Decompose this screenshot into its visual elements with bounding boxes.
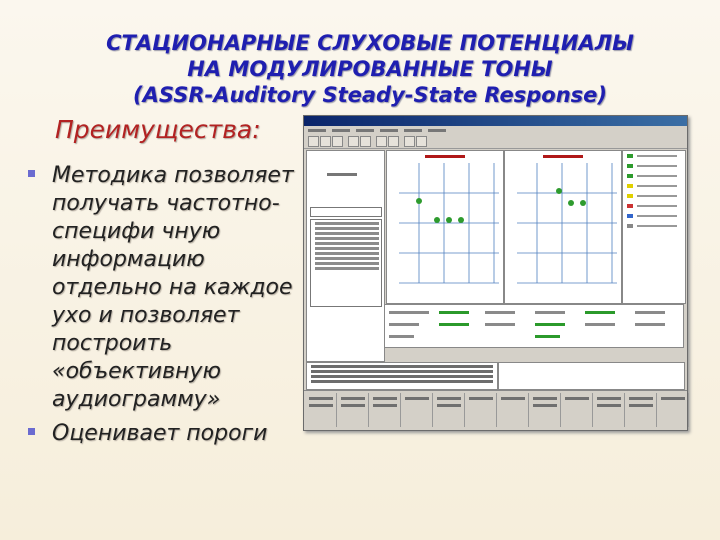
toolbar-button <box>332 136 343 147</box>
slide-title <box>40 30 700 108</box>
left-ear-graph-title <box>505 154 621 160</box>
toolbar-button <box>320 136 331 147</box>
right-ear-plot <box>399 163 499 291</box>
toolbar-button <box>404 136 415 147</box>
threshold-marker <box>568 200 574 206</box>
left-ear-graph <box>504 150 622 304</box>
threshold-marker <box>580 200 586 206</box>
title-line-3: (ASSR-Auditory Steady-State Response) <box>132 83 608 107</box>
protocol-select <box>310 207 382 217</box>
right-ear-graph-title <box>387 154 503 160</box>
toolbar-button <box>360 136 371 147</box>
record-list <box>310 219 382 307</box>
advantages-list <box>10 162 300 454</box>
threshold-marker <box>434 217 440 223</box>
left-ear-plot <box>517 163 617 291</box>
log-panel <box>306 362 498 390</box>
toolbar-button <box>416 136 427 147</box>
results-table <box>384 304 684 348</box>
bullet-marker-icon <box>28 428 35 435</box>
right-ear-graph <box>386 150 504 304</box>
bullet-text: Оценивает пороги <box>52 421 268 446</box>
patient-pane <box>306 150 385 362</box>
app-toolbar <box>304 134 687 149</box>
toolbar-button <box>376 136 387 147</box>
status-grid <box>304 390 687 430</box>
toolbar-button <box>308 136 319 147</box>
app-titlebar <box>304 116 687 126</box>
bullet-item <box>10 420 300 448</box>
toolbar-button <box>388 136 399 147</box>
advantages-heading: Преимущества: <box>55 115 261 144</box>
bullet-item <box>10 162 300 414</box>
toolbar-button <box>348 136 359 147</box>
bullet-marker-icon <box>28 170 35 177</box>
title-line-1: СТАЦИОНАРНЫЕ СЛУХОВЫЕ ПОТЕНЦИАЛЫ <box>106 31 634 55</box>
threshold-marker <box>416 198 422 204</box>
title-line-2: НА МОДУЛИРОВАННЫЕ ТОНЫ <box>187 57 553 81</box>
bullet-text: Методика позволяет получать частотно-специфи чную информацию отдельно на каждое ухо и позволяет построить «объективную аудиограмму» <box>52 163 294 412</box>
threshold-marker <box>556 188 562 194</box>
assr-software-screenshot <box>303 115 688 431</box>
threshold-marker <box>458 217 464 223</box>
graph-legend <box>622 150 686 304</box>
app-menubar <box>304 126 687 134</box>
threshold-marker <box>446 217 452 223</box>
patient-label <box>327 173 357 176</box>
notes-panel <box>498 362 685 390</box>
